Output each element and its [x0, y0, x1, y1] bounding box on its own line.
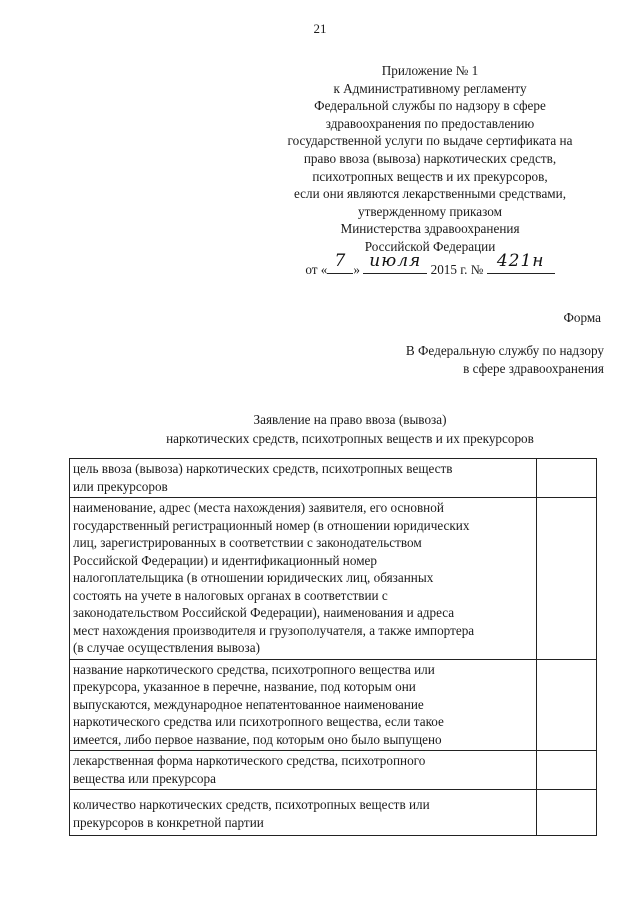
row-label-line: прекурсора, указанное в перечне, название, под которым они — [73, 679, 416, 694]
row-label-cell — [70, 790, 537, 836]
row-label-line: налогоплательщика (в отношении юридических лиц, обязанных — [73, 570, 434, 585]
table-row — [70, 790, 597, 836]
appendix-line: утвержденному приказом — [358, 203, 502, 219]
appendix-header — [255, 62, 605, 256]
addressee — [406, 342, 604, 377]
appendix-line: Российской Федерации — [364, 238, 496, 254]
appendix-line: здравоохранения по предоставлению — [325, 115, 535, 131]
row-label-line: вещества или прекурсора — [73, 770, 216, 786]
row-value-cell[interactable] — [536, 751, 596, 790]
row-label-line: (в случае осуществления вывоза) — [73, 640, 260, 655]
page-number: 21 — [313, 21, 327, 36]
order-prefix: от « — [305, 262, 328, 277]
row-label-line: название наркотического средства, психотропного вещества или — [73, 661, 435, 677]
form-label: Форма — [563, 310, 601, 325]
row-label-line: цель ввоза (вывоза) наркотических средств, психотропных веществ — [73, 461, 453, 476]
appendix-line: психотропных веществ и их прекурсоров, — [312, 168, 548, 184]
appendix-line: право ввоза (вывоза) наркотических средств, — [303, 150, 557, 166]
statement-title — [120, 411, 580, 448]
order-month-handwritten: июля — [369, 251, 422, 271]
table-row — [70, 459, 597, 498]
order-month-field — [363, 251, 427, 274]
statement-title-line: Заявление на право ввоза (вывоза) — [253, 412, 447, 427]
row-label-line: прекурсоров в конкретной партии — [73, 814, 264, 830]
appendix-line: Федеральной службы по надзору в сфере — [314, 98, 546, 114]
row-label-line: законодательством Российской Федерации), наименования и адреса — [73, 605, 455, 620]
order-quote-close: » — [353, 262, 360, 277]
order-day-handwritten: 7 — [334, 251, 347, 271]
row-label-line: наименование, адрес (места нахождения) заявителя, его основной — [73, 500, 444, 515]
row-value-cell[interactable] — [536, 459, 596, 498]
row-label-cell — [70, 459, 537, 498]
row-label-line: лекарственная форма наркотического средства, психотропного — [73, 753, 426, 768]
appendix-line: государственной услуги по выдаче сертификата на — [287, 133, 573, 149]
row-label-line: выпускаются, международное непатентованное наименование — [73, 696, 424, 712]
appendix-line: Приложение № 1 — [381, 63, 479, 78]
row-value-cell[interactable] — [536, 498, 596, 660]
row-label-line: государственный регистрационный номер (в отношении юридических — [73, 517, 470, 533]
table-row — [70, 659, 597, 751]
table-row — [70, 498, 597, 660]
row-label-line: количество наркотических средств, психотропных веществ или — [73, 797, 430, 812]
row-label-line: Российской Федерации) и идентификационный номер — [73, 552, 378, 568]
addressee-line: В Федеральную службу по надзору — [405, 343, 604, 358]
appendix-line: если они являются лекарственными средствами, — [294, 186, 566, 202]
order-day-field — [327, 251, 353, 274]
row-label-line: или прекурсоров — [73, 478, 168, 494]
table-row — [70, 751, 597, 790]
row-value-cell[interactable] — [536, 659, 596, 751]
order-date-line — [255, 251, 605, 278]
order-number-handwritten: 421н — [496, 251, 545, 271]
row-label-cell — [70, 659, 537, 751]
row-label-line: состоять на учете в налоговых органах в соответствии с — [73, 587, 388, 603]
row-value-cell[interactable] — [536, 790, 596, 836]
application-form-table — [69, 458, 597, 836]
statement-title-line: наркотических средств, психотропных веществ и их прекурсоров — [166, 430, 534, 446]
row-label-line: мест нахождения производителя и грузополучателя, а также импортера — [73, 622, 475, 638]
row-label-line: имеется, либо первое название, под которым оно было выпущено — [73, 731, 442, 747]
row-label-line: лиц, зарегистрированных в соответствии с законодательством — [73, 535, 422, 550]
row-label-cell — [70, 498, 537, 660]
appendix-line: Министерства здравоохранения — [340, 221, 520, 237]
row-label-cell — [70, 751, 537, 790]
order-number-field — [487, 251, 555, 274]
row-label-line: наркотического средства или психотропного вещества, если такое — [73, 714, 444, 729]
order-year-text: 2015 г. № — [430, 262, 484, 277]
appendix-line: к Административному регламенту — [333, 80, 527, 96]
addressee-line: в сфере здравоохранения — [463, 360, 604, 376]
